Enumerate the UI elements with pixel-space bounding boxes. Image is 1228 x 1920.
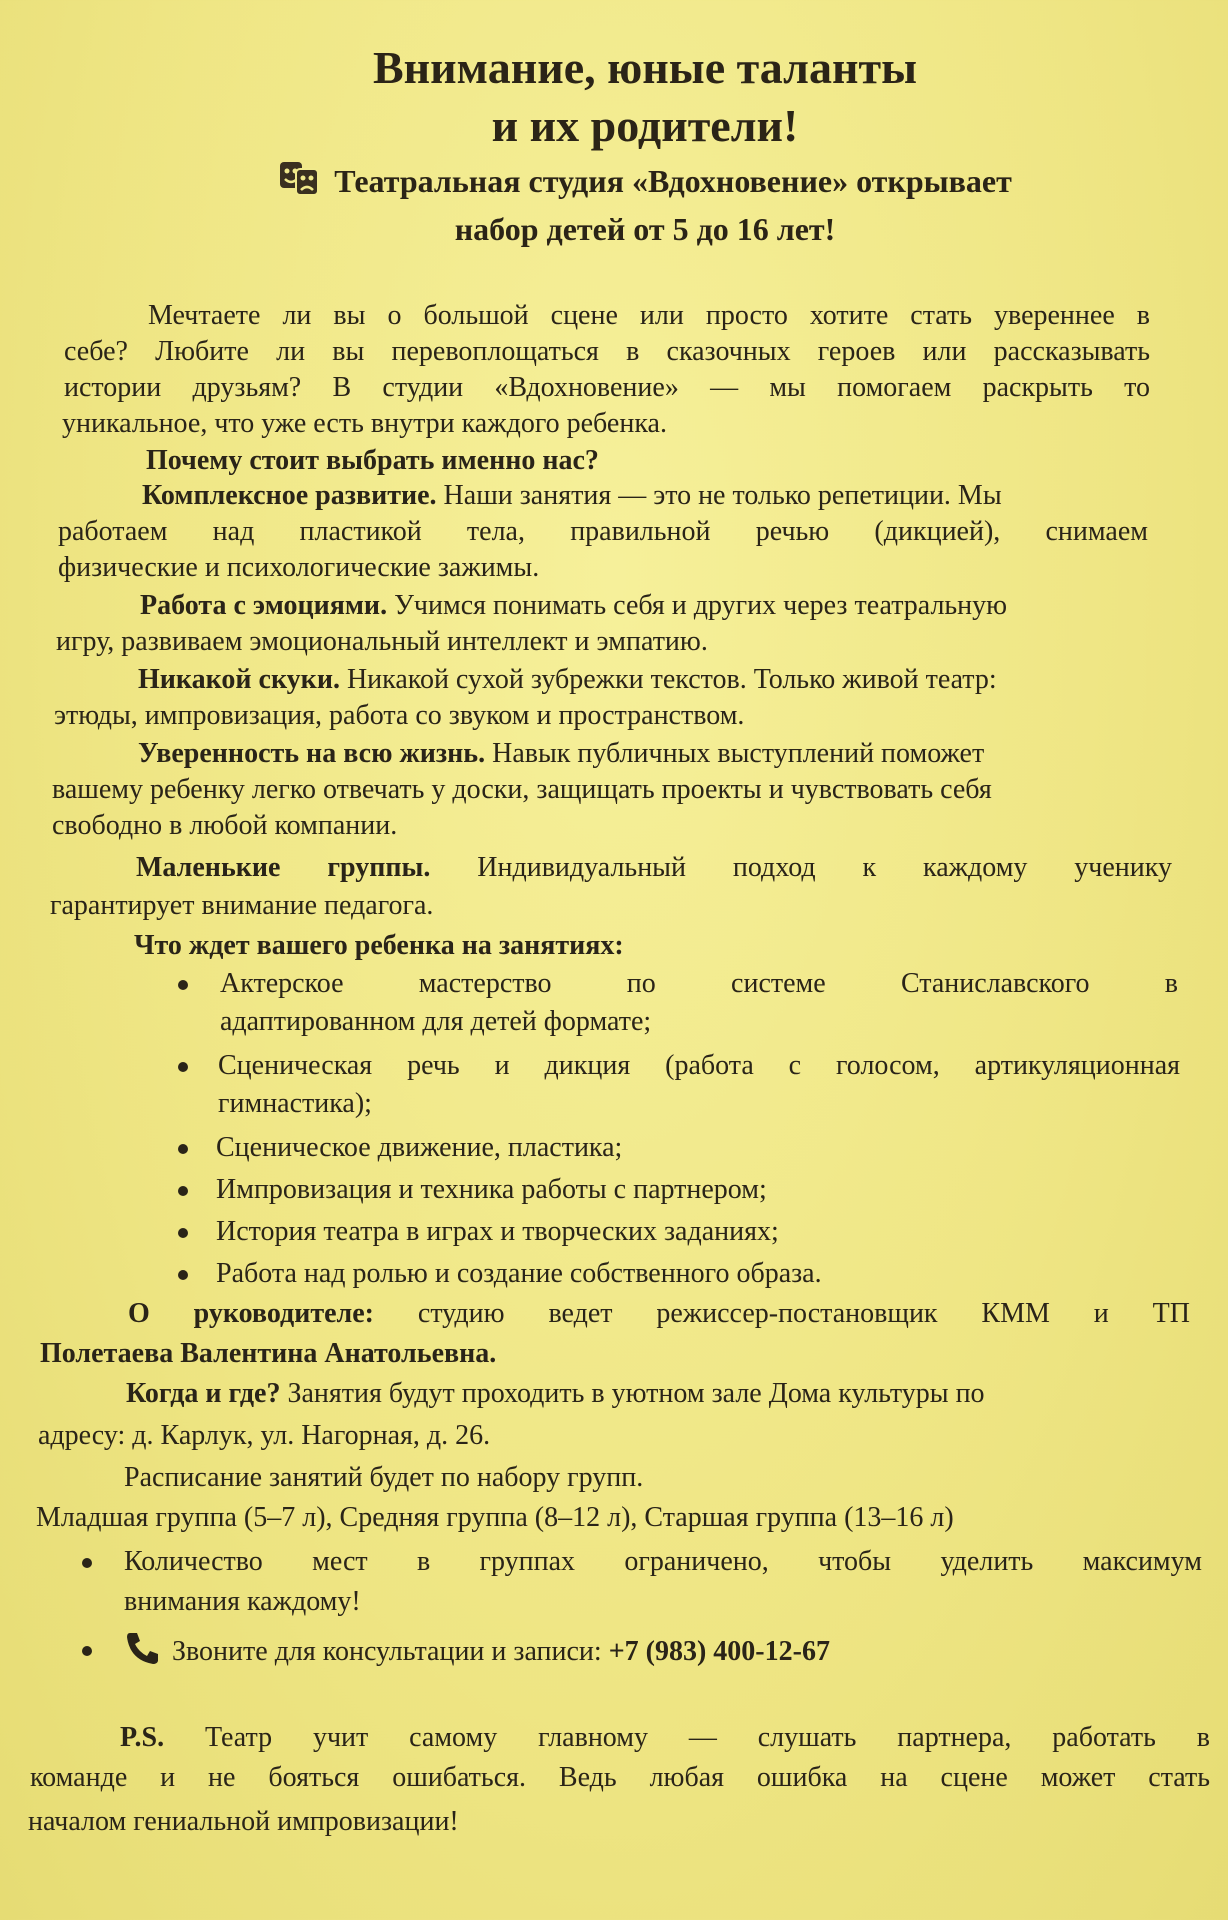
- subtitle-line-2: набор детей от 5 до 16 лет!: [454, 211, 836, 247]
- why-p3-line-2: этюды, импровизация, работа со звуком и пространством.: [54, 700, 745, 731]
- phone-number[interactable]: +7 (983) 400-12-67: [608, 1636, 830, 1667]
- bullet-dot: [82, 1558, 92, 1568]
- title-line-2: и их родители!: [491, 100, 799, 151]
- why-p1-line-2: работаем над пластикой тела, правильной речью (дикцией), снимаем: [58, 516, 1148, 547]
- schedule-line-2: Младшая группа (5–7 л), Средняя группа (8–12 л), Старшая группа (13–16 л): [36, 1502, 954, 1533]
- bullet-dot: [178, 1186, 188, 1196]
- notes-item-1-line-1: Количество мест в группах ограничено, чтобы уделить максимум: [124, 1546, 1202, 1577]
- classes-item-2-line-1: Сценическая речь и дикция (работа с голосом, артикуляционная: [218, 1050, 1180, 1081]
- why-p5-line-2: гарантирует внимание педагога.: [50, 890, 434, 921]
- classes-item-5: История театра в играх и творческих заданиях;: [216, 1216, 779, 1247]
- why-p4-line-3: свободно в любой компании.: [52, 810, 398, 841]
- subtitle-line-1: Театральная студия «Вдохновение» открывает: [0, 160, 1228, 208]
- why-p2-line-1: Работа с эмоциями. Учимся понимать себя и других через театральную: [140, 590, 1008, 621]
- bullet-dot: [178, 1270, 188, 1280]
- bullet-dot: [178, 1144, 188, 1154]
- bullet-dot: [178, 980, 188, 990]
- leader-name: Полетаева Валентина Анатольевна.: [40, 1338, 497, 1369]
- bullet-dot: [178, 1228, 188, 1238]
- notes-item-1-line-2: внимания каждому!: [124, 1586, 361, 1617]
- classes-item-3: Сценическое движение, пластика;: [216, 1132, 623, 1163]
- where-line-2: адресу: д. Карлук, ул. Нагорная, д. 26.: [38, 1420, 491, 1451]
- bullet-dot: [82, 1646, 92, 1656]
- ps-line-1: P.S. Театр учит самому главному — слушать партнера, работать в: [120, 1722, 1210, 1753]
- theater-masks-icon: [278, 160, 322, 208]
- notes-item-2: Звоните для консультации и записи: +7 (983) 400-12-67: [124, 1630, 830, 1676]
- classes-item-4: Импровизация и техника работы с партнером;: [216, 1174, 767, 1205]
- why-p3-line-1: Никакой скуки. Никакой сухой зубрежки текстов. Только живой театр:: [138, 664, 997, 695]
- classes-item-6: Работа над ролью и создание собственного образа.: [216, 1258, 822, 1289]
- why-p2-line-2: игру, развиваем эмоциональный интеллект и эмпатию.: [56, 626, 708, 657]
- why-p4-line-2: вашему ребенку легко отвечать у доски, защищать проекты и чувствовать себя: [52, 774, 992, 805]
- classes-heading: Что ждет вашего ребенка на занятиях:: [134, 930, 624, 961]
- intro-line-1: Мечтаете ли вы о большой сцене или просто хотите стать увереннее в: [148, 300, 1150, 331]
- schedule-line-1: Расписание занятий будет по набору групп.: [124, 1462, 644, 1493]
- intro-line-3: истории друзьям? В студии «Вдохновение» — мы помогаем раскрыть то: [64, 372, 1150, 403]
- why-p5-line-1: Маленькие группы. Индивидуальный подход к каждому ученику: [136, 852, 1172, 883]
- intro-line-2: себе? Любите ли вы перевоплощаться в сказочных героев или рассказывать: [64, 336, 1150, 367]
- why-p1-line-3: физические и психологические зажимы.: [58, 552, 540, 583]
- classes-item-1-line-1: Актерское мастерство по системе Станиславского в: [220, 968, 1178, 999]
- classes-item-1-line-2: адаптированном для детей формате;: [220, 1006, 652, 1037]
- classes-item-2-line-2: гимнастика);: [218, 1088, 372, 1119]
- where-line-1: Когда и где? Занятия будут проходить в уютном зале Дома культуры по: [126, 1378, 985, 1409]
- ps-line-2: команде и не бояться ошибаться. Ведь любая ошибка на сцене может стать: [30, 1762, 1210, 1793]
- why-p1-line-1: Комплексное развитие. Наши занятия — это не только репетиции. Мы: [142, 480, 1002, 511]
- leader-line-1: О руководителе: студию ведет режиссер-постановщик КММ и ТП: [128, 1298, 1190, 1329]
- why-p4-line-1: Уверенность на всю жизнь. Навык публичных выступлений поможет: [138, 738, 985, 769]
- why-heading: Почему стоит выбрать именно нас?: [146, 445, 599, 476]
- title-line-1: Внимание, юные таланты: [372, 42, 917, 93]
- phone-icon: [124, 1630, 162, 1676]
- ps-line-3: началом гениальной импровизации!: [28, 1806, 459, 1837]
- intro-line-4: уникальное, что уже есть внутри каждого ребенка.: [62, 408, 667, 439]
- bullet-dot: [178, 1062, 188, 1072]
